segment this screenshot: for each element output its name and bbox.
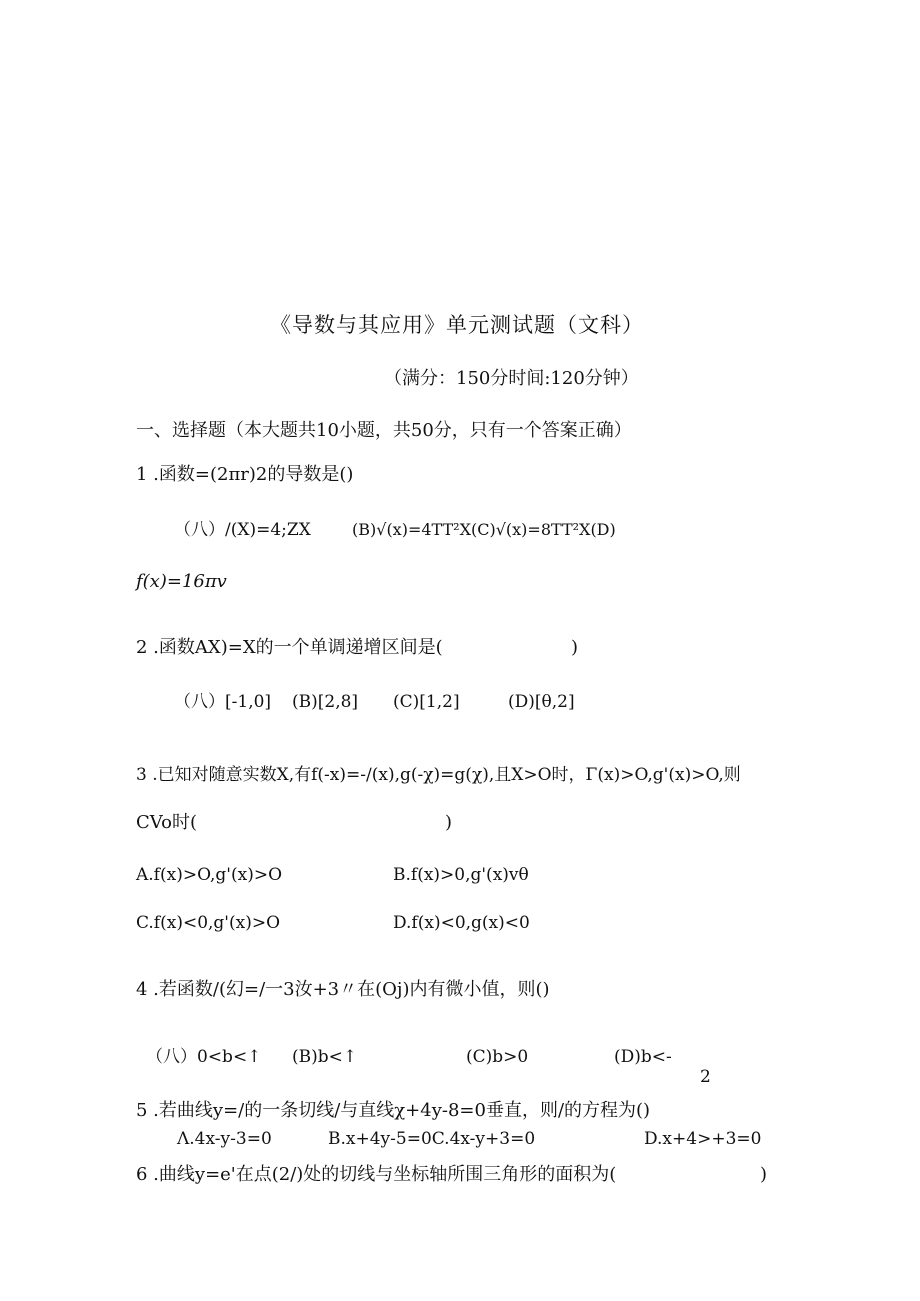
- question-5-stem: 5 .若曲线y=/的一条切线/与直线χ+4y-8=0垂直，则/的方程为(): [136, 1100, 651, 1121]
- question-3-option-c: C.f(x)<0,g'(x)>O: [136, 913, 281, 933]
- question-4-option-b: (B)b<↑: [292, 1047, 358, 1067]
- question-2-option-c: (C)[1,2]: [393, 692, 460, 712]
- page-title: 《导数与其应用》单元测试题（文科）: [270, 313, 644, 337]
- question-2-option-d: (D)[θ,2]: [508, 692, 575, 712]
- question-2-paren-close: ): [571, 637, 579, 658]
- question-5-options-bc: B.x+4y-5=0C.4x-y+3=0: [328, 1129, 536, 1149]
- question-1-continuation: f(x)=16πv: [136, 571, 227, 592]
- score-time-info: （满分：150分时间:120分钟）: [384, 368, 639, 389]
- question-3-option-a: A.f(x)>O,g'(x)>O: [136, 865, 283, 885]
- question-3-stem-line2: CVo时(: [136, 812, 197, 833]
- question-4-option-a: （八）0<b<↑: [146, 1047, 262, 1067]
- question-2-option-a: （八）[-1,0]: [174, 692, 272, 712]
- question-5-option-d: D.x+4>+3=0: [644, 1129, 762, 1149]
- question-2-option-b: (B)[2,8]: [292, 692, 359, 712]
- section-heading: 一、选择题（本大题共10小题，共50分，只有一个答案正确）: [136, 420, 632, 441]
- question-4-stem: 4 .若函数/(幻=/一3汝+3〃在(Oj)内有微小值，则(): [136, 979, 550, 1000]
- question-3-option-d: D.f(x)<0,g(x)<0: [393, 913, 530, 933]
- question-3-option-b: B.f(x)>0,g'(x)vθ: [393, 865, 529, 885]
- question-3-paren-close: ): [445, 812, 453, 833]
- question-4-option-d: (D)b<-: [614, 1047, 672, 1067]
- question-3-stem: 3 .已知对随意实数X,有f(-x)=-∕(x),g(-χ)=g(χ),且X>O时，Γ(x)>O,g'(x)>O,则: [136, 765, 741, 785]
- question-5-option-a: Λ.4x-y-3=0: [177, 1129, 272, 1149]
- question-1-option-a: （八）/(X)=4;ZX: [174, 520, 311, 540]
- question-4-option-d-subscript: 2: [700, 1067, 711, 1087]
- question-2-stem: 2 .函数AX)=X的一个单调递增区间是(: [136, 637, 443, 658]
- question-6-paren-close: ): [760, 1164, 768, 1185]
- question-4-option-c: (C)b>0: [466, 1047, 529, 1067]
- question-1-options-bcd: (B)√(x)=4TT²X(C)√(x)=8TT²X(D): [352, 520, 616, 539]
- question-1-stem: 1 .函数=(2πr)2的导数是(): [136, 464, 354, 485]
- question-6-stem: 6 .曲线y=e'在点(2/)处的切线与坐标轴所围三角形的面积为(: [136, 1164, 617, 1185]
